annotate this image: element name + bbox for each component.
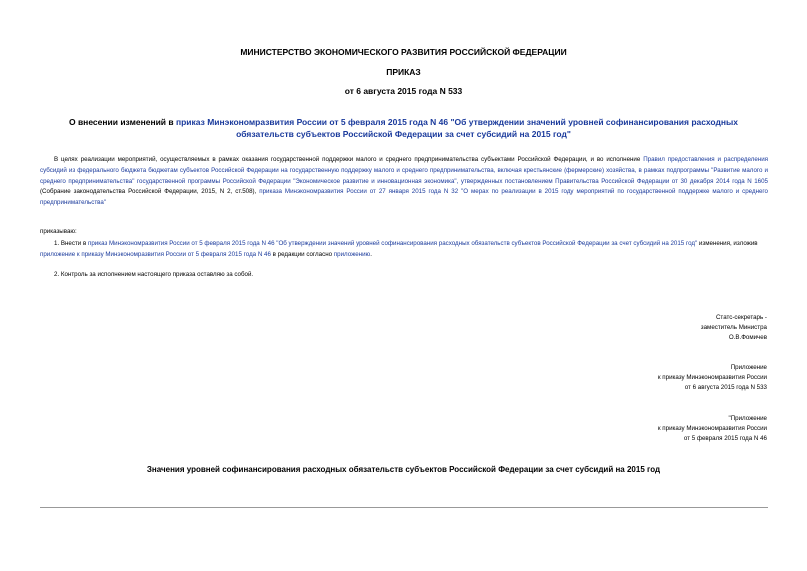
item1-link-order-46[interactable]: приказ Минэкономразвития России от 5 февраля 2015 года N 46 "Об утверждении значений уровней софинансирования расходных обязательств субъектов Российской Федерации за счет субсидий на 2015 год" <box>87 240 698 247</box>
item1-text-2: изменения, изложив <box>697 240 758 247</box>
appendix-old-line-3: от 5 февраля 2015 года N 46 <box>683 435 767 442</box>
signature-line-1: Статс-секретарь - <box>715 314 767 321</box>
orders-label: приказываю: <box>40 228 77 235</box>
appendix-old-line-1: "Приложение <box>728 415 767 422</box>
title-prefix: О внесении изменений в <box>68 117 176 127</box>
preamble-text-2: (Собрание законодательства Российской Федерации, 2015, N 2, ст.508), <box>40 188 260 196</box>
doc-title <box>40 116 767 140</box>
appendix-line-2: к приказу Минэкономразвития России <box>657 374 767 381</box>
table-title: Значения уровней софинансирования расходных обязательств субъектов Российской Федерации за счет субсидий на 2015 год <box>146 465 661 474</box>
item1-link-appendix[interactable]: приложению <box>333 250 371 258</box>
ministry-heading: МИНИСТЕРСТВО ЭКОНОМИЧЕСКОГО РАЗВИТИЯ РОССИЙСКОЙ ФЕДЕРАЦИИ <box>240 47 567 57</box>
item1-link-appendix-46[interactable]: приложение к приказу Минэкономразвития России от 5 февраля 2015 года N 46 <box>40 250 271 258</box>
doc-type-heading: ПРИКАЗ <box>386 67 421 77</box>
order-item-2: 2. Контроль за исполнением настоящего приказа оставляю за собой. <box>54 271 254 278</box>
title-link[interactable]: приказ Минэкономразвития России от 5 февраля 2015 года N 46 "Об утверждении значений уровней софинансирования расходных обязательств субъектов Российской Федерации за счет субсидий на 2015 год" <box>175 117 738 139</box>
item1-text-3: в редакции согласно <box>270 250 334 258</box>
appendix-block <box>658 363 767 393</box>
item1-text-1: 1. Внести в <box>54 240 88 247</box>
doc-date-number: от 6 августа 2015 года N 533 <box>344 86 463 96</box>
appendix-line-3: от 6 августа 2015 года N 533 <box>684 384 767 391</box>
signature-line-3: О.В.Фомичев <box>728 334 767 341</box>
preamble-paragraph <box>40 155 768 209</box>
preamble-link-rules[interactable]: Правил предоставления и распределения субсидий из федерального бюджета бюджетам субъектов Российской Федерации на государственную поддержку малого и среднего предпринимательства, включая крестьянские (фермерские) хозяйства, в рамках подпрограммы "Развитие малого и среднего предпринимательства" государственной программы Российской Федерации "Экономическое развитие и инновационная экономика", утвержденных постановлением Правительства Российской Федерации от 30 декабря 2014 года N 1605 <box>40 156 769 185</box>
appendix-line-1: Приложение <box>730 364 767 371</box>
order-item-1 <box>40 239 768 261</box>
preamble-text-1: В целях реализации мероприятий, осуществляемых в рамках оказания государственной поддержки малого и среднего предпринимательства субъектами Российской Федерации, и во исполнение <box>54 156 644 163</box>
divider <box>40 507 768 508</box>
signature-block <box>701 313 767 343</box>
signature-line-2: заместитель Министра <box>700 324 767 331</box>
appendix-old-block <box>658 414 767 444</box>
appendix-old-line-2: к приказу Минэкономразвития России <box>657 425 767 432</box>
item1-text-4: . <box>370 250 372 258</box>
preamble-link-order-32[interactable]: приказа Минэкономразвития России от 27 января 2015 года N 32 "О мерах по реализации в 2015 году мероприятий по государственной поддержке малого и среднего предпринимательства" <box>40 188 768 207</box>
